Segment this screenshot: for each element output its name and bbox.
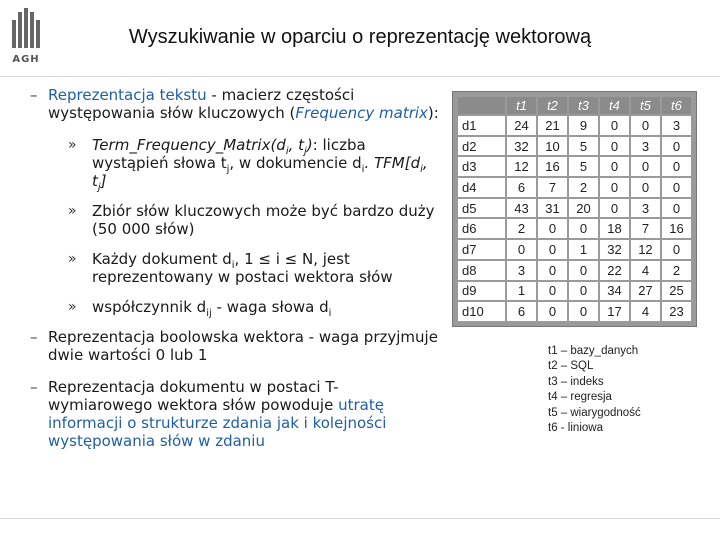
matrix-row [458,137,691,156]
tfm-f: . TFM[d [364,154,421,172]
matrix-cell: 3 [631,199,660,218]
matrix-cell: 32 [600,240,629,259]
frequency-matrix-term: Frequency matrix [295,104,428,122]
matrix-cell: 0 [631,116,660,135]
matrix-cell: 10 [538,137,567,156]
matrix-cell: 0 [662,199,691,218]
matrix-cell: 21 [538,116,567,135]
matrix-header-cell: t3 [569,97,598,114]
matrix-header-cell: t1 [507,97,536,114]
matrix-row [458,219,691,238]
dash-marker: – [30,328,38,346]
matrix-cell: 0 [662,178,691,197]
arrow-marker: » [68,251,77,267]
subbullet-weight [30,298,440,319]
legend-item: t1 – bazy_danych [548,345,639,357]
matrix-cell: 0 [538,302,567,321]
arrow-marker: » [68,299,77,315]
matrix-cell: 5 [569,137,598,156]
matrix-cell: 27 [631,282,660,301]
matrix-cell: 12 [631,240,660,259]
matrix-cell: 0 [662,137,691,156]
matrix-cell: 43 [507,199,536,218]
matrix-row-label: d5 [458,199,505,218]
bottom-divider [0,518,720,519]
matrix-row-label: d8 [458,261,505,280]
matrix-cell: 0 [538,261,567,280]
matrix-row [458,240,691,259]
matrix-cell: 20 [569,199,598,218]
boolean-text: Reprezentacja boolowska wektora - waga przyjmuje dwie wartości 0 lub 1 [48,328,438,364]
keyword-set-text: Zbiór słów kluczowych może być bardzo duży (50 000 słów) [92,202,435,238]
subbullet-keyword-set [30,202,440,238]
tfm-b-sub: j [304,146,307,157]
matrix-cell: 12 [507,157,536,176]
matrix-row [458,261,691,280]
doc-repr-text: Reprezentacja dokumentu w postaci T-wymiarowego wektora słów powoduje [48,378,339,414]
arrow-marker: » [68,137,77,153]
matrix-header-cell: t4 [600,97,629,114]
matrix-row [458,116,691,135]
matrix-cell: 2 [662,261,691,280]
weight-b-sub: i [328,308,332,319]
matrix-cell: 6 [507,302,536,321]
matrix-cell: 0 [538,282,567,301]
matrix-cell: 24 [507,116,536,135]
doc-vector-a-sub: i [231,260,235,271]
arrow-marker: » [68,203,77,219]
matrix-cell: 1 [507,282,536,301]
slide-content [30,86,440,464]
matrix-cell: 0 [569,261,598,280]
matrix-cell: 16 [662,219,691,238]
matrix-cell: 22 [600,261,629,280]
matrix-cell: 34 [600,282,629,301]
matrix-corner-cell [458,97,505,114]
matrix-header-cell: t6 [662,97,691,114]
matrix-row [458,178,691,197]
matrix-cell: 3 [507,261,536,280]
tfm-d-sub: j [226,164,230,175]
weight-a-sub: ij [206,308,212,319]
matrix-cell: 0 [600,157,629,176]
subbullet-tfm [30,136,440,193]
matrix-cell: 6 [507,178,536,197]
matrix-cell: 0 [569,219,598,238]
dash-marker: – [30,378,38,396]
matrix-cell: 4 [631,302,660,321]
matrix-cell: 0 [600,178,629,197]
matrix-cell: 4 [631,261,660,280]
matrix-header-cell: t5 [631,97,660,114]
matrix-row [458,199,691,218]
tfm-g: , t [92,154,428,190]
bullet-text: - macierz częstości występowania słów kluczowych ( [48,86,355,122]
matrix-cell: 5 [569,157,598,176]
matrix-cell: 9 [569,116,598,135]
matrix-cell: 2 [569,178,598,197]
matrix-cell: 0 [538,240,567,259]
matrix-header-row [458,97,691,114]
bullet-prefix: Reprezentacja tekstu [48,86,207,104]
matrix-row-label: d9 [458,282,505,301]
matrix-row-label: d6 [458,219,505,238]
doc-vector-a: Każdy dokument d [92,250,232,268]
weight-b: - waga słowa d [211,298,329,316]
slide-title: Wyszukiwanie w oparciu o reprezentację wektorową [128,26,592,48]
matrix-row [458,282,691,301]
matrix-row [458,157,691,176]
matrix-row-label: d4 [458,178,505,197]
tfm-e: , w dokumencie d [229,154,362,172]
legend-item: t2 – SQL [548,360,594,373]
matrix-row [458,302,691,321]
tfm-a-sub: i [285,146,289,157]
matrix-cell: 0 [662,240,691,259]
matrix-cell: 0 [600,199,629,218]
matrix-cell: 0 [631,157,660,176]
weight-a: współczynnik d [92,298,207,316]
bullet-text-representation [30,86,440,122]
doc-repr-highlight: utratę informacji o strukturze zdania jak i kolejności występowania słów w zdaniu [48,396,387,450]
matrix-row-label: d10 [458,302,505,321]
matrix-cell: 7 [631,219,660,238]
matrix-cell: 7 [538,178,567,197]
bullet-end: ): [427,104,439,122]
matrix-cell: 23 [662,302,691,321]
matrix-header-cell: t2 [538,97,567,114]
legend-item: t6 - liniowa [548,422,603,435]
matrix-cell: 0 [569,302,598,321]
matrix-cell: 0 [600,116,629,135]
matrix-cell: 0 [569,282,598,301]
bullet-document-representation [30,378,440,450]
legend-item: t5 – wiarygodność [548,406,641,419]
legend-item: t3 – indeks [548,375,604,388]
tfm-d: : liczba wystąpień słowa t [92,136,366,172]
subbullet-document-vector [30,250,440,286]
matrix-cell: 31 [538,199,567,218]
matrix-cell: 3 [662,116,691,135]
tfm-c: ) [306,136,313,154]
matrix-cell: 0 [600,137,629,156]
tfm-f-sub: i [420,164,423,175]
matrix-cell: 3 [631,137,660,156]
tfm-h: ] [100,172,107,190]
matrix-cell: 0 [631,178,660,197]
tfm-g-sub: j [97,182,101,193]
dash-marker: – [30,86,38,104]
matrix-cell: 0 [538,219,567,238]
matrix-cell: 18 [600,219,629,238]
matrix-row-label: d7 [458,240,505,259]
matrix-cell: 17 [600,302,629,321]
matrix-cell: 16 [538,157,567,176]
matrix-cell: 0 [662,157,691,176]
matrix-row-label: d2 [458,137,505,156]
matrix-cell: 25 [662,282,691,301]
tfm-b: , t [288,136,305,154]
matrix-cell: 0 [507,240,536,259]
bullet-boolean-representation [30,328,440,364]
agh-logo-text: AGH [12,54,40,65]
matrix-cell: 32 [507,137,536,156]
tfm-a: Term_Frequency_Matrix(d [92,136,286,154]
matrix-row-label: d3 [458,157,505,176]
matrix-cell: 2 [507,219,536,238]
top-divider [0,76,720,77]
legend-item: t4 – regresja [548,391,612,404]
doc-vector-b: , 1 ≤ i ≤ N, jest reprezentowany w postaci wektora słów [92,250,393,286]
term-legend [548,344,641,436]
matrix-row-label: d1 [458,116,505,135]
matrix-cell: 1 [569,240,598,259]
frequency-matrix-table [452,91,697,327]
tfm-e-sub: i [361,164,365,175]
